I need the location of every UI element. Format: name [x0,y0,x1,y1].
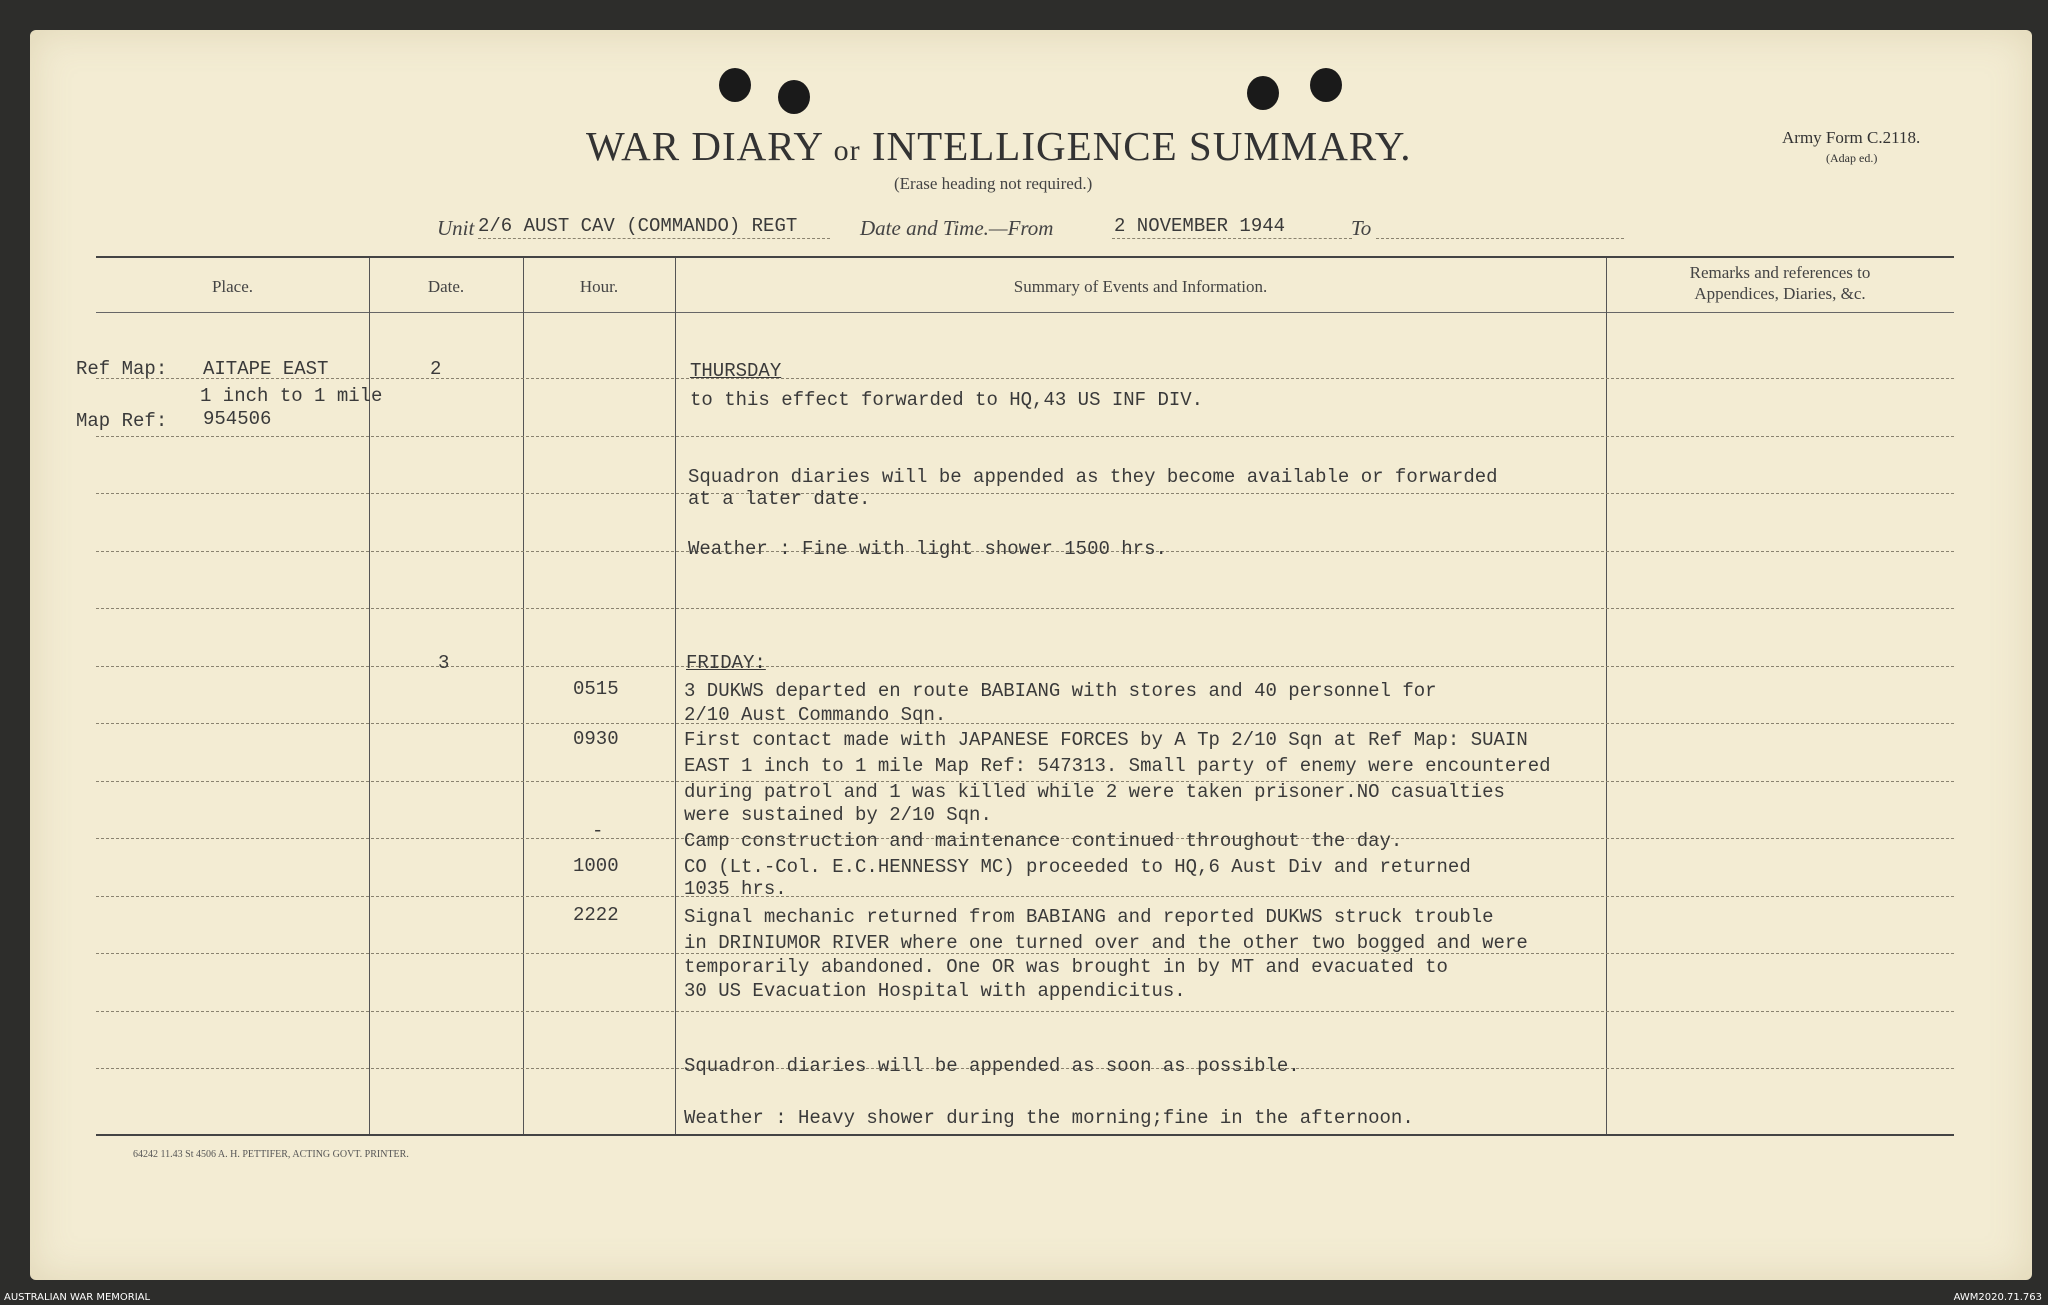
summary-line: Signal mechanic returned from BABIANG and reported DUKWS struck trouble [684,906,1494,928]
punch-hole-4 [1310,68,1342,102]
archive-caption-bar [0,1291,2048,1305]
table-header-rule [96,312,1954,313]
summary-line: were sustained by 2/10 Sqn. [684,804,992,826]
entry-hour: 1000 [573,855,619,877]
ruled-line [96,896,1954,897]
summary-line: Weather : Fine with light shower 1500 hrs. [688,538,1167,560]
ruled-line [96,378,1954,379]
ruled-line [96,666,1954,667]
to-label: To [1351,216,1372,240]
summary-line: FRIDAY: [686,652,766,674]
ruled-line [96,493,1954,494]
summary-line: 3 DUKWS departed en route BABIANG with stores and 40 personnel for [684,680,1437,702]
ruled-line [96,436,1954,437]
title-or: or [833,134,861,167]
archive-accession-number: AWM2020.71.763 [1953,1292,2042,1303]
remarks-header-line1: Remarks and references to [1689,263,1871,282]
column-header-summary: Summary of Events and Information. [1013,277,1268,296]
column-rule-hour [675,258,676,1134]
summary-line: THURSDAY [690,360,782,382]
to-underline [1376,238,1624,239]
table-bottom-rule [96,1134,1954,1136]
summary-line: Squadron diaries will be appended as they become available or forwarded [688,466,1498,488]
entry-hour: 0515 [573,678,619,700]
entry-hour: - [592,820,604,842]
remarks-header-line2: Appendices, Diaries, &c. [1694,284,1866,303]
ref-map-label: Ref Map: [76,358,168,380]
summary-line: during patrol and 1 was killed while 2 were taken prisoner.NO casualties [684,781,1505,803]
punch-hole-1 [719,68,751,102]
summary-line: Weather : Heavy shower during the morning;fine in the afternoon. [684,1107,1414,1129]
date-time-value: 2 NOVEMBER 1944 [1114,215,1286,237]
entry-hour: 0930 [573,728,619,750]
summary-line: in DRINIUMOR RIVER where one turned over and the other two bogged and were [684,932,1528,954]
map-ref-label: Map Ref: [76,410,168,432]
ref-map-value: AITAPE EAST [203,358,329,380]
column-header-remarks [1606,262,1954,304]
summary-line: Camp construction and maintenance continued throughout the day. [684,830,1403,852]
table-top-rule [96,256,1954,258]
summary-line: 30 US Evacuation Hospital with appendicitus. [684,980,1186,1002]
unit-label: Unit [437,216,475,240]
date-time-label: Date and Time.—From [860,216,1054,240]
punch-hole-2 [778,80,810,114]
form-title [586,122,1412,170]
summary-line: Squadron diaries will be appended as soon as possible. [684,1055,1300,1077]
summary-line: 1035 hrs. [684,878,787,900]
entry-date: 2 [430,358,442,380]
archive-name: AUSTRALIAN WAR MEMORIAL [4,1292,151,1303]
printer-imprint: 64242 11.43 St 4506 A. H. PETTIFER, ACTING GOVT. PRINTER. [133,1149,409,1160]
army-form-number: Army Form C.2118. [1782,128,1921,147]
form-subtitle: (Erase heading not required.) [894,174,1093,193]
column-header-date: Date. [427,277,465,296]
summary-line: to this effect forwarded to HQ,43 US INF DIV. [690,389,1204,411]
summary-line: First contact made with JAPANESE FORCES by A Tp 2/10 Sqn at Ref Map: SUAIN [684,729,1528,751]
column-rule-summary [1606,258,1607,1134]
unit-underline [478,238,830,239]
title-war-diary: WAR DIARY [586,123,823,169]
column-rule-date [523,258,524,1134]
army-form-adapted: (Adap ed.) [1826,151,1878,165]
summary-line: 2/10 Aust Commando Sqn. [684,704,947,726]
unit-value: 2/6 AUST CAV (COMMANDO) REGT [478,215,798,237]
summary-line: at a later date. [688,488,871,510]
map-ref-value: 954506 [203,408,272,430]
entry-date: 3 [438,652,450,674]
column-header-place: Place. [211,277,254,296]
map-scale: 1 inch to 1 mile [200,385,383,407]
entry-hour: 2222 [573,904,619,926]
punch-hole-3 [1247,76,1279,110]
ruled-line [96,723,1954,724]
summary-line: temporarily abandoned. One OR was brought in by MT and evacuated to [684,956,1448,978]
summary-line: EAST 1 inch to 1 mile Map Ref: 547313. Small party of enemy were encountered [684,755,1551,777]
column-header-hour: Hour. [579,277,619,296]
ruled-line [96,608,1954,609]
ruled-line [96,1011,1954,1012]
date-underline [1112,238,1352,239]
summary-line: CO (Lt.-Col. E.C.HENNESSY MC) proceeded to HQ,6 Aust Div and returned [684,856,1471,878]
title-intelligence-summary: INTELLIGENCE SUMMARY. [871,123,1412,169]
